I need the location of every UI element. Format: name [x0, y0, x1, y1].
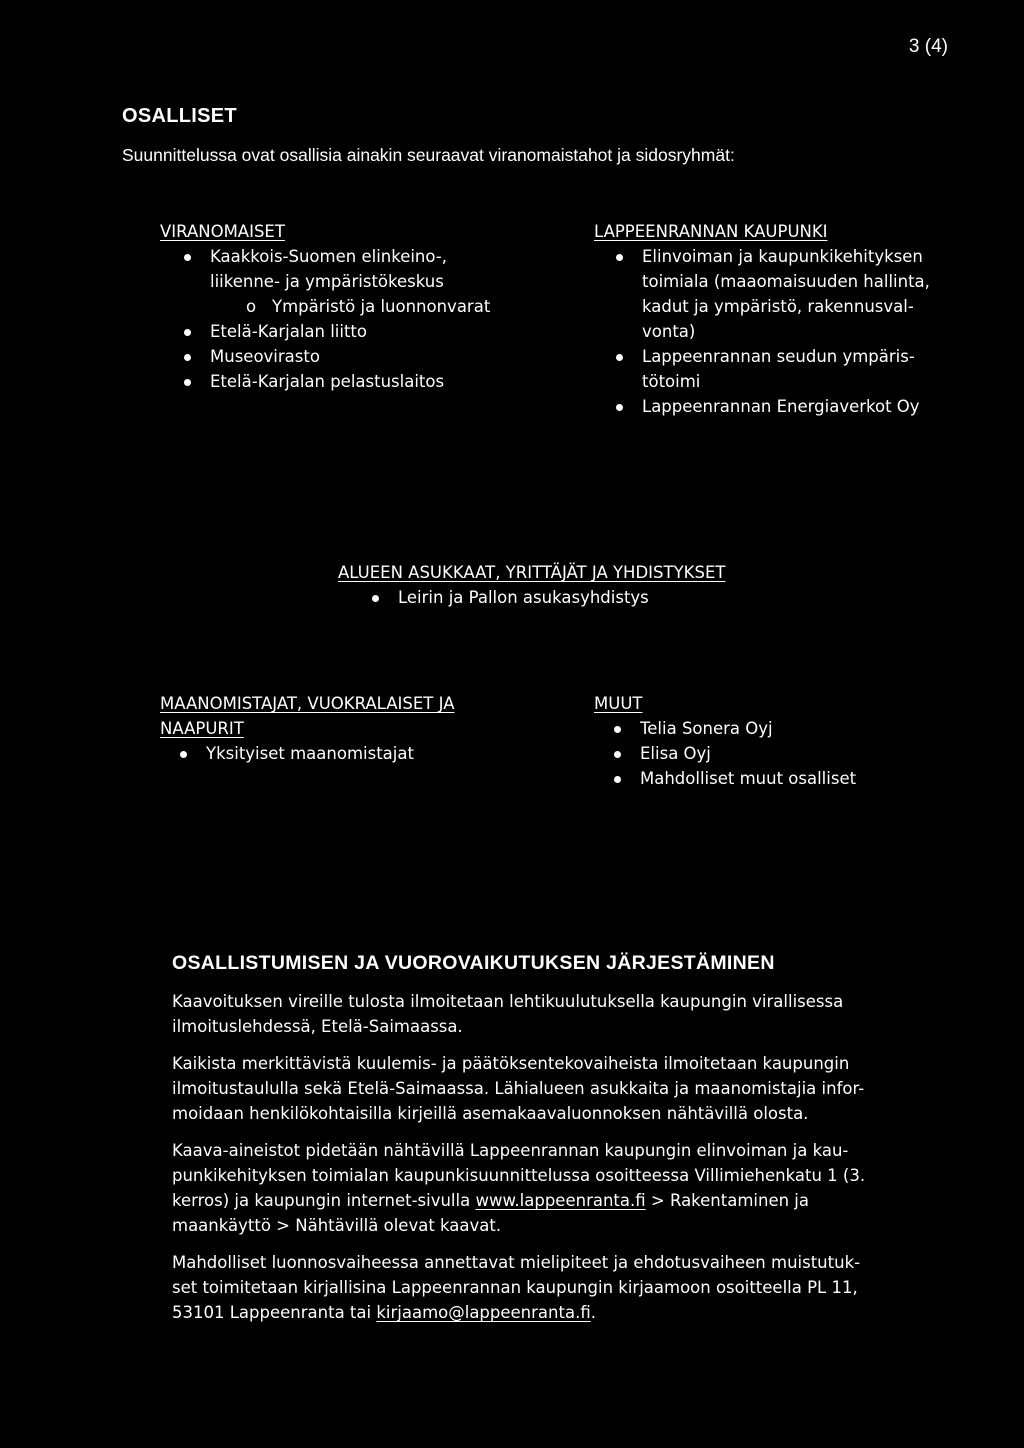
- kaupunki-block: [594, 219, 954, 419]
- sub-list: [272, 294, 540, 319]
- maanomistajat-list: [206, 741, 540, 766]
- list-item: Mahdolliset muut osalliset: [640, 766, 954, 791]
- paragraph-1: Kaavoituksen vireille tulosta ilmoitetaan lehtikuulutuksella kaupungin virallisessa ilmoituslehdessä, Etelä-Saimaassa.: [172, 992, 844, 1036]
- intro-text: Suunnittelussa ovat osallisia ainakin seuraavat viranomaistahot ja sidosryhmät:: [122, 145, 735, 165]
- list-item: Telia Sonera Oyj: [640, 716, 954, 741]
- osallistuminen-body: [172, 989, 912, 1325]
- list-item: Lappeenrannan Energiaverkot Oy: [642, 394, 954, 419]
- list-item: Leirin ja Pallon asukasyhdistys: [398, 585, 798, 610]
- paragraph-2: Kaikista merkittävistä kuulemis- ja päätöksentekovaiheista ilmoitetaan kaupungin ilmoitustaululla sekä Etelä-Saimaassa. Lähialueen asukkaita ja maanomistajia infor- moidaan henkilökohtaisilla kirjeillä asemakaavaluonnoksen nähtävillä olosta.: [172, 1054, 865, 1123]
- paragraph-3: Kaava-aineistot pidetään nähtävillä Lappeenrannan kaupungin elinvoiman ja kau- punkikehityksen toimialan kaupunkisuunnittelussa osoitteessa Villimiehenkatu 1 (3. kerros) ja kaupungin internet-sivulla www.lappeenranta.fi > Rakentaminen ja maankäyttö > Nähtävillä olevat kaavat.: [172, 1141, 866, 1235]
- asukkaat-block: [338, 560, 798, 610]
- muut-heading: MUUT: [594, 694, 643, 713]
- list-item: Etelä-Karjalan pelastuslaitos: [210, 369, 540, 394]
- kaupunki-list: [642, 244, 954, 419]
- section-title-osalliset: OSALLISET: [122, 105, 237, 127]
- muut-block: [594, 691, 954, 791]
- kaupunki-heading: LAPPEENRANNAN KAUPUNKI: [594, 222, 828, 241]
- maanomistajat-block: [160, 691, 540, 766]
- list-item: Etelä-Karjalan liitto: [210, 319, 540, 344]
- list-item: Elinvoiman ja kaupunkikehityksen toimiala (maaomaisuuden hallinta, kadut ja ympäristö, rakennusval- vonta): [642, 244, 954, 344]
- maanomistajat-heading-line2: NAAPURIT: [160, 719, 244, 738]
- list-item: Kaakkois-Suomen elinkeino-, liikenne- ja ympäristökeskus o Ympäristö ja luonnonvarat: [210, 244, 540, 319]
- list-item: Lappeenrannan seudun ympäris- tötoimi: [642, 344, 954, 394]
- maanomistajat-heading-line1: MAANOMISTAJAT, VUOKRALAISET JA: [160, 694, 455, 713]
- website-link[interactable]: www.lappeenranta.fi: [475, 1191, 646, 1210]
- list-item: Museovirasto: [210, 344, 540, 369]
- page-number: 3 (4): [908, 36, 948, 57]
- asukkaat-heading: ALUEEN ASUKKAAT, YRITTÄJÄT JA YHDISTYKSET: [338, 563, 726, 582]
- viranomaiset-block: [160, 219, 540, 394]
- email-link[interactable]: kirjaamo@lappeenranta.fi: [376, 1303, 591, 1322]
- paragraph-4: Mahdolliset luonnosvaiheessa annettavat mielipiteet ja ehdotusvaiheen muistutuk- set toimitetaan kirjallisina Lappeenrannan kaupungin kirjaamoon osoitteella PL 11, 53101 Lappeenranta tai kirjaamo@lappeenranta.fi.: [172, 1253, 861, 1322]
- section-title-osallistuminen: OSALLISTUMISEN JA VUOROVAIKUTUKSEN JÄRJESTÄMINEN: [172, 952, 775, 974]
- sub-list-item: o Ympäristö ja luonnonvarat: [272, 294, 540, 319]
- viranomaiset-list: [210, 244, 540, 394]
- viranomaiset-heading: VIRANOMAISET: [160, 222, 285, 241]
- list-item: Elisa Oyj: [640, 741, 954, 766]
- list-item: Yksityiset maanomistajat: [206, 741, 540, 766]
- muut-list: [640, 716, 954, 791]
- asukkaat-list: [398, 585, 798, 610]
